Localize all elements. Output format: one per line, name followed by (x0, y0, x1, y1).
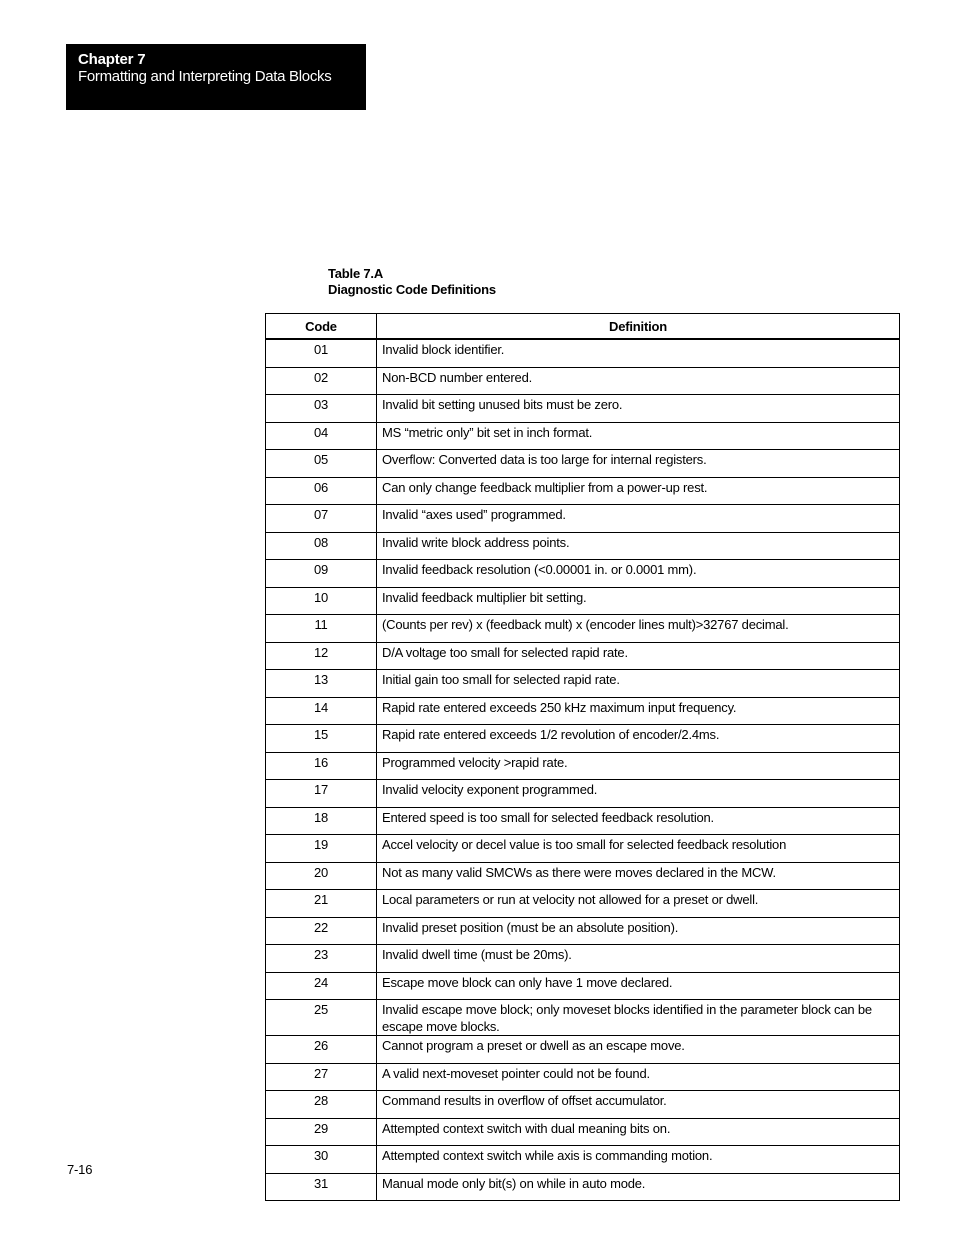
code-cell: 30 (266, 1146, 377, 1174)
page-number: 7-16 (67, 1162, 93, 1177)
chapter-header (66, 44, 366, 110)
definition-cell: Rapid rate entered exceeds 250 kHz maximum input frequency. (377, 697, 900, 725)
definition-cell: Escape move block can only have 1 move declared. (377, 972, 900, 1000)
table-row (266, 972, 900, 1000)
table-row (266, 1000, 900, 1036)
code-cell: 06 (266, 477, 377, 505)
code-cell: 01 (266, 339, 377, 367)
definition-cell: Cannot program a preset or dwell as an escape move. (377, 1036, 900, 1064)
table-row (266, 890, 900, 918)
definition-cell: (Counts per rev) x (feedback mult) x (encoder lines mult)>32767 decimal. (377, 615, 900, 643)
code-cell: 25 (266, 1000, 377, 1036)
definition-cell: Non-BCD number entered. (377, 367, 900, 395)
code-cell: 23 (266, 945, 377, 973)
table-row (266, 615, 900, 643)
code-cell: 19 (266, 835, 377, 863)
column-header-definition: Definition (377, 314, 900, 340)
table-row (266, 917, 900, 945)
code-cell: 20 (266, 862, 377, 890)
definition-cell: Command results in overflow of offset accumulator. (377, 1091, 900, 1119)
code-cell: 22 (266, 917, 377, 945)
definition-cell: Entered speed is too small for selected feedback resolution. (377, 807, 900, 835)
code-cell: 21 (266, 890, 377, 918)
definition-cell: Rapid rate entered exceeds 1/2 revolution of encoder/2.4ms. (377, 725, 900, 753)
chapter-label: Chapter 7 (78, 51, 146, 68)
definition-cell: Local parameters or run at velocity not allowed for a preset or dwell. (377, 890, 900, 918)
table-row (266, 395, 900, 423)
code-cell: 13 (266, 670, 377, 698)
definition-cell: Invalid velocity exponent programmed. (377, 780, 900, 808)
definition-cell: Invalid feedback resolution (<0.00001 in. or 0.0001 mm). (377, 560, 900, 588)
table-row (266, 780, 900, 808)
table-row (266, 807, 900, 835)
table-row (266, 339, 900, 367)
table-body (266, 339, 900, 1201)
table-row (266, 560, 900, 588)
definition-cell: Initial gain too small for selected rapid rate. (377, 670, 900, 698)
definition-cell: Can only change feedback multiplier from a power-up rest. (377, 477, 900, 505)
table-number: Table 7.A (328, 266, 384, 281)
table-row (266, 752, 900, 780)
code-cell: 05 (266, 450, 377, 478)
code-cell: 17 (266, 780, 377, 808)
code-cell: 24 (266, 972, 377, 1000)
table-caption (328, 266, 496, 298)
table-row (266, 945, 900, 973)
definition-cell: Accel velocity or decel value is too small for selected feedback resolution (377, 835, 900, 863)
table-row (266, 587, 900, 615)
table-row (266, 532, 900, 560)
code-cell: 26 (266, 1036, 377, 1064)
definition-cell: Not as many valid SMCWs as there were moves declared in the MCW. (377, 862, 900, 890)
code-cell: 28 (266, 1091, 377, 1119)
table-row (266, 477, 900, 505)
definition-cell: Manual mode only bit(s) on while in auto mode. (377, 1173, 900, 1201)
code-cell: 18 (266, 807, 377, 835)
table-row (266, 1063, 900, 1091)
table-row (266, 670, 900, 698)
definition-cell: Attempted context switch while axis is commanding motion. (377, 1146, 900, 1174)
code-cell: 07 (266, 505, 377, 533)
code-cell: 09 (266, 560, 377, 588)
definition-cell: Attempted context switch with dual meaning bits on. (377, 1118, 900, 1146)
code-cell: 10 (266, 587, 377, 615)
definition-cell: Invalid write block address points. (377, 532, 900, 560)
table-row (266, 450, 900, 478)
table-row (266, 1036, 900, 1064)
table-title: Diagnostic Code Definitions (328, 282, 496, 297)
table-row (266, 367, 900, 395)
definition-cell: Invalid “axes used” programmed. (377, 505, 900, 533)
definition-cell: Invalid bit setting unused bits must be zero. (377, 395, 900, 423)
diagnostic-code-table (265, 313, 900, 1201)
definition-cell: Overflow: Converted data is too large for internal registers. (377, 450, 900, 478)
definition-cell: Invalid escape move block; only moveset blocks identified in the parameter block can be escape move blocks. (377, 1000, 900, 1036)
table-row (266, 642, 900, 670)
definition-cell: D/A voltage too small for selected rapid rate. (377, 642, 900, 670)
code-cell: 04 (266, 422, 377, 450)
definition-cell: A valid next-moveset pointer could not be found. (377, 1063, 900, 1091)
code-cell: 08 (266, 532, 377, 560)
chapter-title: Formatting and Interpreting Data Blocks (78, 68, 332, 85)
column-header-code: Code (266, 314, 377, 340)
table-row (266, 1091, 900, 1119)
code-cell: 12 (266, 642, 377, 670)
table-row (266, 1146, 900, 1174)
definition-cell: Invalid preset position (must be an absolute position). (377, 917, 900, 945)
table-row (266, 422, 900, 450)
code-cell: 03 (266, 395, 377, 423)
table-row (266, 1118, 900, 1146)
table-header-row (266, 314, 900, 340)
code-cell: 29 (266, 1118, 377, 1146)
table-row (266, 697, 900, 725)
definition-cell: Programmed velocity >rapid rate. (377, 752, 900, 780)
table-row (266, 725, 900, 753)
code-cell: 11 (266, 615, 377, 643)
code-cell: 02 (266, 367, 377, 395)
code-cell: 27 (266, 1063, 377, 1091)
definition-cell: MS “metric only” bit set in inch format. (377, 422, 900, 450)
table-row (266, 862, 900, 890)
table-row (266, 505, 900, 533)
code-cell: 31 (266, 1173, 377, 1201)
definition-cell: Invalid block identifier. (377, 339, 900, 367)
definition-cell: Invalid dwell time (must be 20ms). (377, 945, 900, 973)
table-row (266, 1173, 900, 1201)
code-cell: 16 (266, 752, 377, 780)
table-row (266, 835, 900, 863)
code-cell: 14 (266, 697, 377, 725)
definition-cell: Invalid feedback multiplier bit setting. (377, 587, 900, 615)
code-cell: 15 (266, 725, 377, 753)
